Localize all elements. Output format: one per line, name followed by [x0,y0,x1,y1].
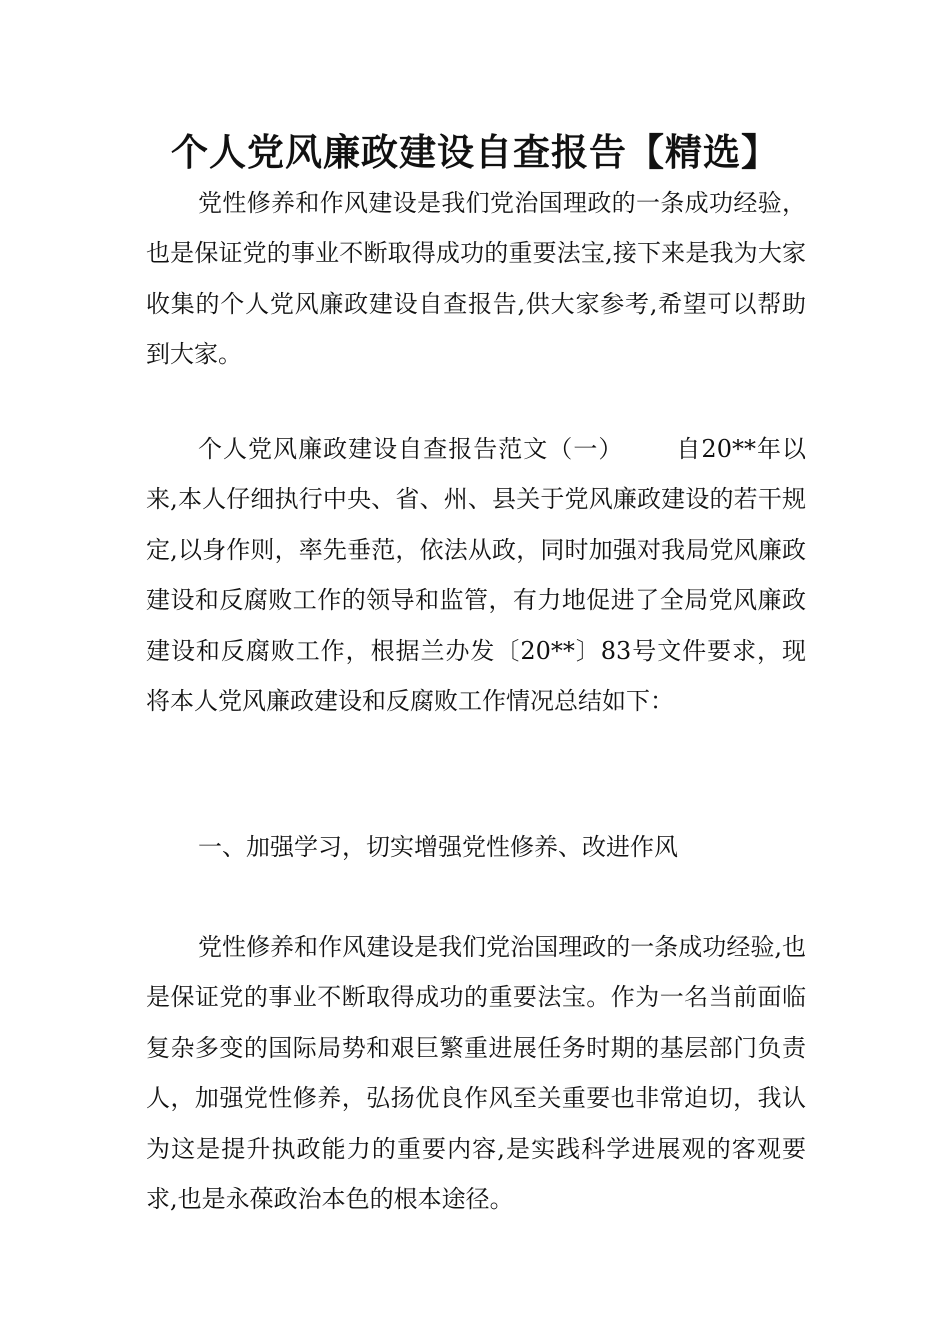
subheading-1: 一、加强学习，切实增强党性修养、改进作风 [198,833,678,861]
intro-paragraph: 党性修养和作风建设是我们党治国理政的一条成功经验，也是保证党的事业不断取得成功的重要法宝,接下来是我为大家收集的个人党风廉政建设自查报告,供大家参考,希望可以帮助到大家。 [146,189,806,369]
section-heading: 个人党风廉政建设自查报告范文（一） [198,435,624,463]
section-paragraph [146,424,806,726]
body-paragraph-1: 党性修养和作风建设是我们党治国理政的一条成功经验,也是保证党的事业不断取得成功的重要法宝。作为一名当前面临复杂多变的国际局势和艰巨繁重进展任务时期的基层部门负责人，加强党性修养，弘扬优良作风至关重要也非常迫切，我认为这是提升执政能力的重要内容,是实践科学进展观的客观要求,也是永葆政治本色的根本途径。 [146,933,806,1214]
document-title: 个人党风廉政建设自查报告【精选】 [171,130,779,174]
section-body: 自20**年以来,本人仔细执行中央、省、州、县关于党风廉政建设的若干规定,以身作则，率先垂范，依法从政，同时加强对我局党风廉政建设和反腐败工作的领导和监管，有力地促进了全局党风廉政建设和反腐败工作，根据兰办发〔20**〕83号文件要求，现将本人党风廉政建设和反腐败工作情况总结如下： [146,435,807,716]
